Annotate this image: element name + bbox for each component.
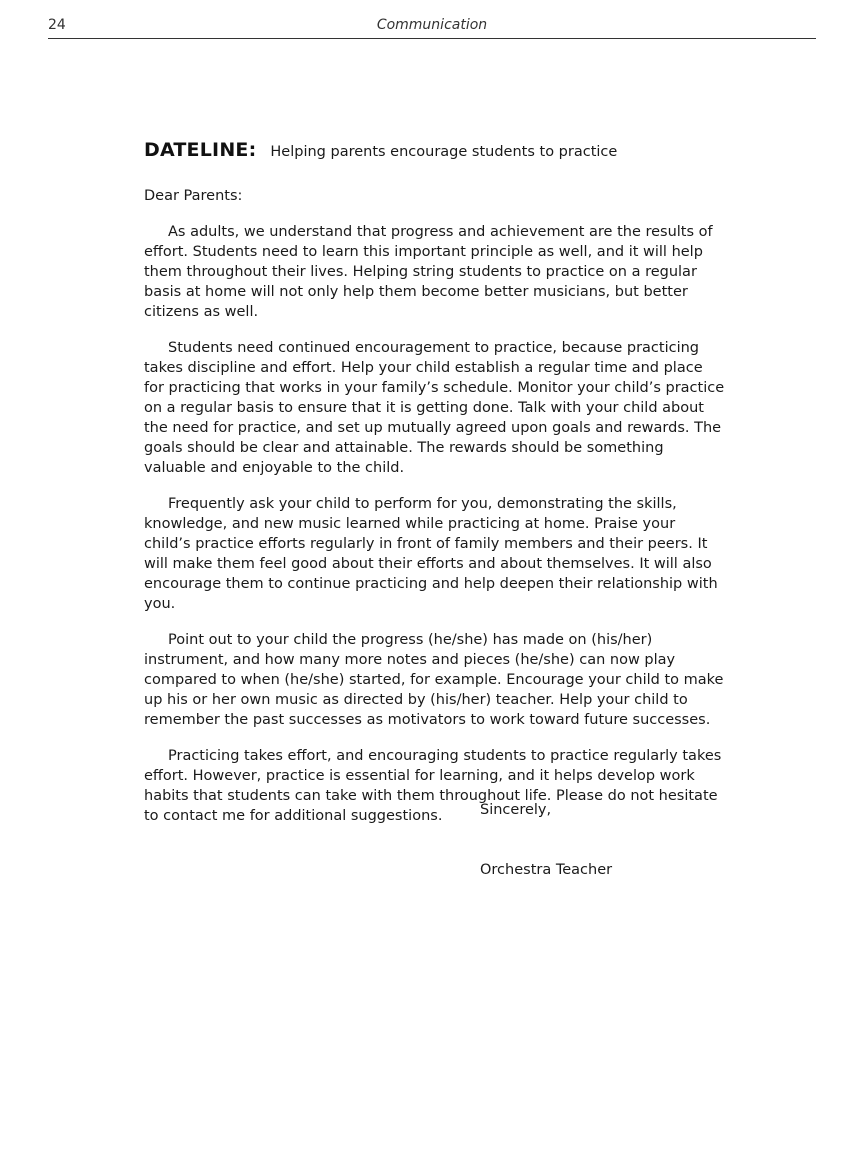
dateline-subject: Helping parents encourage students to practice — [270, 144, 618, 160]
dateline-label: DATELINE: — [144, 139, 257, 161]
letter-body — [144, 140, 726, 842]
paragraph-closing-remarks: Practicing takes effort, and encouraging students to practice regularly takes effort. However, practice is essential for learning, and it helps develop work habits that students can take with them throughout life. Please do not hesitate to contact me for additional suggestions. — [144, 748, 722, 824]
letter-closing: Sincerely, — [480, 802, 552, 818]
letter-signature: Orchestra Teacher — [480, 862, 613, 878]
paragraph-effort: As adults, we understand that progress and achievement are the results of effort. Students need to learn this important principle as well, and it will help them throughout their lives. Helping string students to practice on a regular basis at home will not only help them become better musicians, but better citizens as well. — [144, 224, 713, 320]
paragraph-progress: Point out to your child the progress (he/she) has made on (his/her) instrument, and how many more notes and pieces (he/she) can now play compared to when (he/she) started, for example. Encourage your child to make up his or her own music as directed by (his/her) teacher. Help your child to remember the past successes as motivators to work toward future successes. — [144, 632, 724, 728]
salutation: Dear Parents: — [144, 188, 243, 204]
page-number: 24 — [48, 17, 66, 33]
running-header — [48, 16, 816, 39]
paragraph-encouragement: Students need continued encouragement to practice, because practicing takes discipline and effort. Help your child establish a regular time and place for practicing that works in your family’s schedule. Monitor your child’s practice on a regular basis to ensure that it is getting done. Talk with your child about the need for practice, and set up mutually agreed upon goals and rewards. The goals should be clear and attainable. The rewards should be something valuable and enjoyable to the child. — [144, 340, 725, 476]
dateline — [144, 140, 726, 170]
section-title: Communication — [376, 17, 488, 33]
paragraph-perform: Frequently ask your child to perform for you, demonstrating the skills, knowledge, and new music learned while practicing at home. Praise your child’s practice efforts regularly in front of family members and their peers. It will make them feel good about their efforts and about themselves. It will also encourage them to continue practicing and help deepen their relationship with you. — [144, 496, 718, 612]
